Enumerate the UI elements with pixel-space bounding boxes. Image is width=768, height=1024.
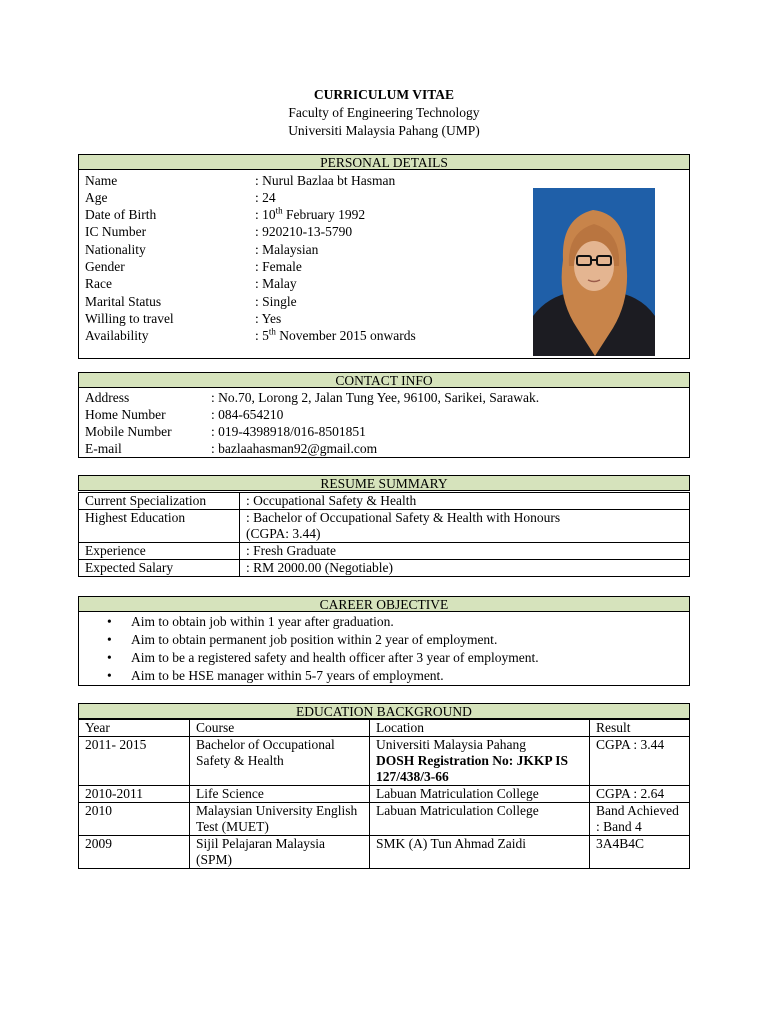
personal-value: : Female [255, 259, 302, 274]
contact-label: Mobile Number [85, 424, 172, 439]
education-location: Labuan Matriculation College [370, 786, 590, 803]
list-item: • Aim to obtain permanent job position within 2 year of employment. [79, 631, 689, 649]
resume-label: Highest Education [79, 510, 240, 543]
education-course: Life Science [190, 786, 370, 803]
education-year: 2010-2011 [79, 786, 190, 803]
education-heading: EDUCATION BACKGROUND [78, 703, 690, 719]
table-row [79, 493, 690, 510]
education-course: Sijil Pelajaran Malaysia (SPM) [190, 836, 370, 869]
resume-value: : RM 2000.00 (Negotiable) [240, 560, 690, 577]
resume-label: Expected Salary [79, 560, 240, 577]
resume-value: : Bachelor of Occupational Safety & Health with Honours (CGPA: 3.44) [240, 510, 690, 543]
personal-value: : Malay [255, 276, 297, 291]
education-location: Universiti Malaysia Pahang DOSH Registration No: JKKP IS 127/438/3-66 [370, 737, 590, 786]
education-location: SMK (A) Tun Ahmad Zaidi [370, 836, 590, 869]
table-row [79, 737, 690, 786]
personal-value: : 10th February 1992 [255, 205, 366, 222]
contact-value: : 019-4398918/016-8501851 [211, 424, 366, 439]
personal-value: : Malaysian [255, 242, 319, 257]
profile-photo [533, 188, 655, 356]
personal-label: Gender [85, 259, 125, 274]
contact-info-heading: CONTACT INFO [78, 372, 690, 388]
education-year: 2009 [79, 836, 190, 869]
column-header: Result [590, 720, 690, 737]
column-header: Year [79, 720, 190, 737]
list-item: • Aim to be a registered safety and health officer after 3 year of employment. [79, 649, 689, 667]
personal-value: : 920210-13-5790 [255, 224, 353, 239]
contact-value: : No.70, Lorong 2, Jalan Tung Yee, 96100, Sarikei, Sarawak. [211, 390, 540, 405]
table-row [79, 560, 690, 577]
education-result: 3A4B4C [590, 836, 690, 869]
education-course: Malaysian University English Test (MUET) [190, 803, 370, 836]
career-objective-heading: CAREER OBJECTIVE [78, 596, 690, 612]
education-result: CGPA : 2.64 [590, 786, 690, 803]
contact-value: : bazlaahasman92@gmail.com [211, 441, 378, 456]
document-title: CURRICULUM VITAE [313, 87, 455, 102]
table-row [79, 786, 690, 803]
career-objective-box [78, 611, 690, 686]
personal-value: : Single [255, 294, 297, 309]
resume-label: Current Specialization [79, 493, 240, 510]
table-row [79, 510, 690, 543]
education-result: Band Achieved : Band 4 [590, 803, 690, 836]
list-item: • Aim to be HSE manager within 5-7 years of employment. [79, 667, 689, 685]
contact-value: : 084-654210 [211, 407, 284, 422]
personal-value: : 24 [255, 190, 276, 205]
personal-label: Name [85, 173, 118, 188]
contact-label: Address [85, 390, 130, 405]
education-year: 2011- 2015 [79, 737, 190, 786]
university-line: Universiti Malaysia Pahang (UMP) [288, 123, 480, 138]
resume-value: : Fresh Graduate [240, 543, 690, 560]
personal-label: Date of Birth [85, 207, 157, 222]
personal-label: Race [85, 276, 112, 291]
education-location: Labuan Matriculation College [370, 803, 590, 836]
column-header: Course [190, 720, 370, 737]
dosh-registration: DOSH Registration No: JKKP IS 127/438/3-66 [376, 753, 569, 784]
personal-label: IC Number [85, 224, 147, 239]
objective-list [79, 613, 689, 685]
resume-label: Experience [79, 543, 240, 560]
document-header [0, 86, 768, 140]
personal-label: Nationality [85, 242, 146, 257]
education-course: Bachelor of Occupational Safety & Health [190, 737, 370, 786]
personal-label: Age [85, 190, 108, 205]
list-item: • Aim to obtain job within 1 year after graduation. [79, 613, 689, 631]
personal-details-heading: PERSONAL DETAILS [78, 154, 690, 170]
contact-label: E-mail [85, 441, 122, 456]
education-table [78, 719, 690, 869]
personal-value: : 5th November 2015 onwards [255, 326, 416, 343]
personal-value: : Yes [255, 311, 282, 326]
resume-value: : Occupational Safety & Health [240, 493, 690, 510]
table-header-row [79, 720, 690, 737]
faculty-line: Faculty of Engineering Technology [288, 105, 480, 120]
education-year: 2010 [79, 803, 190, 836]
table-row [79, 836, 690, 869]
table-row [79, 543, 690, 560]
personal-label: Willing to travel [85, 311, 174, 326]
portrait-illustration [533, 188, 655, 356]
personal-value: : Nurul Bazlaa bt Hasman [255, 173, 396, 188]
resume-summary-heading: RESUME SUMMARY [78, 475, 690, 491]
contact-label: Home Number [85, 407, 166, 422]
column-header: Location [370, 720, 590, 737]
education-result: CGPA : 3.44 [590, 737, 690, 786]
table-row [79, 803, 690, 836]
resume-summary-table [78, 492, 690, 577]
personal-label: Marital Status [85, 294, 162, 309]
personal-label: Availability [85, 328, 149, 343]
